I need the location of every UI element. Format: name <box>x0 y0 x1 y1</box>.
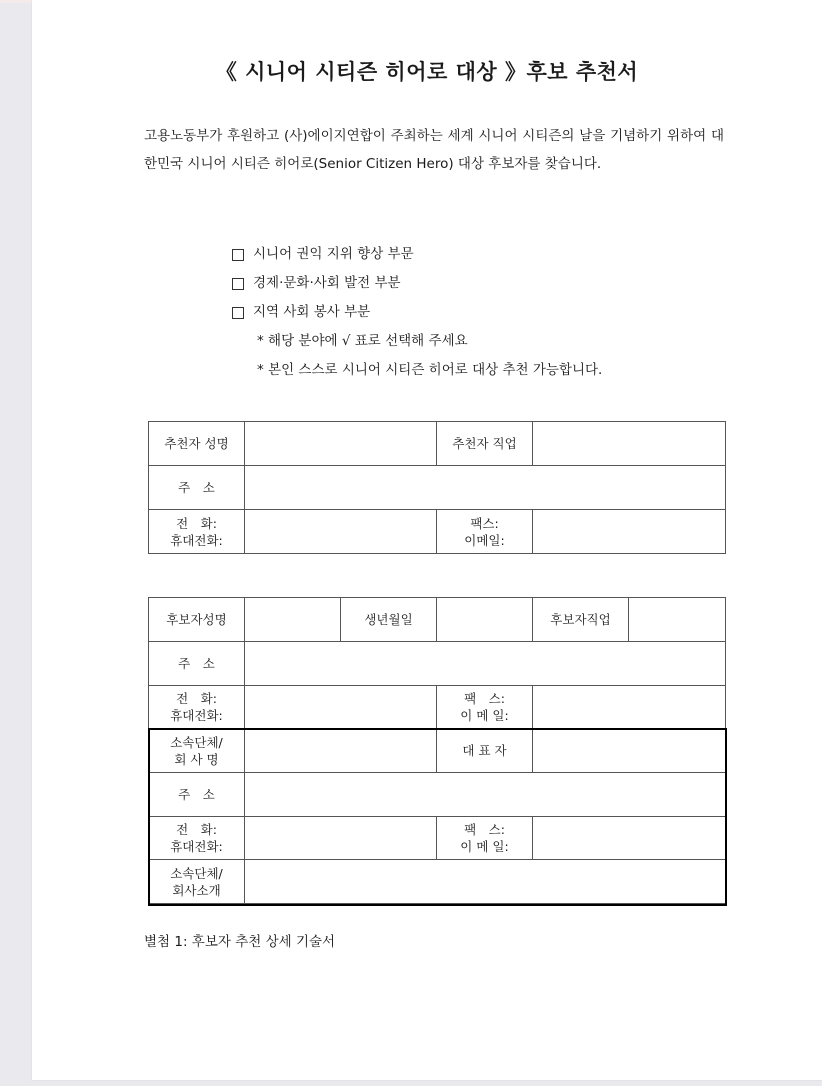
instruction-note: * 해당 분야에 √ 표로 선택해 주세요 <box>257 333 468 349</box>
candidate-job-label: 후보자직업 <box>533 598 629 642</box>
recommender-name-field[interactable] <box>245 422 437 466</box>
recommender-fax-field[interactable] <box>533 510 726 554</box>
fax-label: 팩 스: <box>464 822 505 837</box>
org-intro-line2: 회사소개 <box>172 882 221 898</box>
category-item[interactable] <box>232 269 602 298</box>
category-item[interactable] <box>232 240 602 269</box>
recommender-job-label: 추천자 직업 <box>437 422 533 466</box>
org-fax-field[interactable] <box>533 817 726 860</box>
candidate-fax-label <box>437 686 533 729</box>
representative-label: 대 표 자 <box>437 729 533 773</box>
org-label: 소속단체/ <box>170 734 223 750</box>
candidate-phone-field[interactable] <box>245 686 437 729</box>
email-label: 이 메 일: <box>460 839 509 854</box>
category-item[interactable] <box>232 298 602 327</box>
candidate-table <box>148 597 726 904</box>
phone-label: 전 화: <box>176 515 217 531</box>
document-title: 《 시니어 시티즌 히어로 대상 》후보 추천서 <box>215 60 639 84</box>
mobile-label: 휴대전화: <box>170 839 223 854</box>
org-address-field[interactable] <box>245 773 726 817</box>
org-intro-line1: 소속단체/ <box>170 865 223 881</box>
recommender-fax-label <box>437 510 533 554</box>
org-address-label: 주 소 <box>149 773 245 817</box>
mobile-label: 휴대전화: <box>170 532 223 548</box>
recommender-phone-field[interactable] <box>245 510 437 554</box>
instruction-note: * 본인 스스로 시니어 시티즌 히어로 대상 추천 가능합니다. <box>257 362 603 378</box>
org-intro-field[interactable] <box>245 860 726 904</box>
candidate-name-label: 후보자성명 <box>149 598 245 642</box>
category-label: 시니어 권익 지위 향상 부문 <box>253 246 414 262</box>
intro-paragraph: 고용노동부가 후원하고 (사)에이지연합이 주최하는 세계 시니어 시티즌의 날을 기념하기 위하여 대한민국 시니어 시티즌 히어로(Senior Citizen Hero) 대상 후보자를 찾습니다. <box>144 128 724 172</box>
category-list <box>232 240 602 385</box>
org-intro-label <box>149 860 245 904</box>
phone-label: 전 화: <box>176 691 217 706</box>
candidate-address-field[interactable] <box>245 642 726 686</box>
org-fax-label <box>437 817 533 860</box>
recommender-phone-label <box>149 510 245 554</box>
recommender-table <box>148 421 726 554</box>
category-label: 경제·문화·사회 발전 부분 <box>253 275 401 291</box>
candidate-birth-label: 생년월일 <box>341 598 437 642</box>
candidate-job-field[interactable] <box>629 598 726 642</box>
candidate-fax-field[interactable] <box>533 686 726 729</box>
org-name-field[interactable] <box>245 729 437 773</box>
checkbox[interactable] <box>232 278 244 290</box>
checkbox[interactable] <box>232 249 244 261</box>
document-page <box>32 0 822 1080</box>
mobile-label: 휴대전화: <box>170 708 223 723</box>
phone-label: 전 화: <box>176 822 217 837</box>
recommender-name-label: 추천자 성명 <box>149 422 245 466</box>
email-label: 이메일: <box>464 532 505 548</box>
email-label: 이 메 일: <box>460 708 509 723</box>
fax-label: 팩 스: <box>464 691 505 706</box>
candidate-name-field[interactable] <box>245 598 341 642</box>
recommender-address-field[interactable] <box>245 466 726 510</box>
candidate-address-label: 주 소 <box>149 642 245 686</box>
recommender-job-field[interactable] <box>533 422 726 466</box>
org-phone-field[interactable] <box>245 817 437 860</box>
company-label: 회 사 명 <box>174 751 219 767</box>
candidate-birth-field[interactable] <box>437 598 533 642</box>
fax-label: 팩스: <box>470 515 499 531</box>
representative-field[interactable] <box>533 729 726 773</box>
org-name-label <box>149 729 245 773</box>
candidate-phone-label <box>149 686 245 729</box>
category-label: 지역 사회 봉사 부분 <box>253 304 371 320</box>
recommender-address-label: 주 소 <box>149 466 245 510</box>
appendix-note: 별첨 1: 후보자 추천 상세 기술서 <box>144 934 336 950</box>
checkbox[interactable] <box>232 307 244 319</box>
org-phone-label <box>149 817 245 860</box>
